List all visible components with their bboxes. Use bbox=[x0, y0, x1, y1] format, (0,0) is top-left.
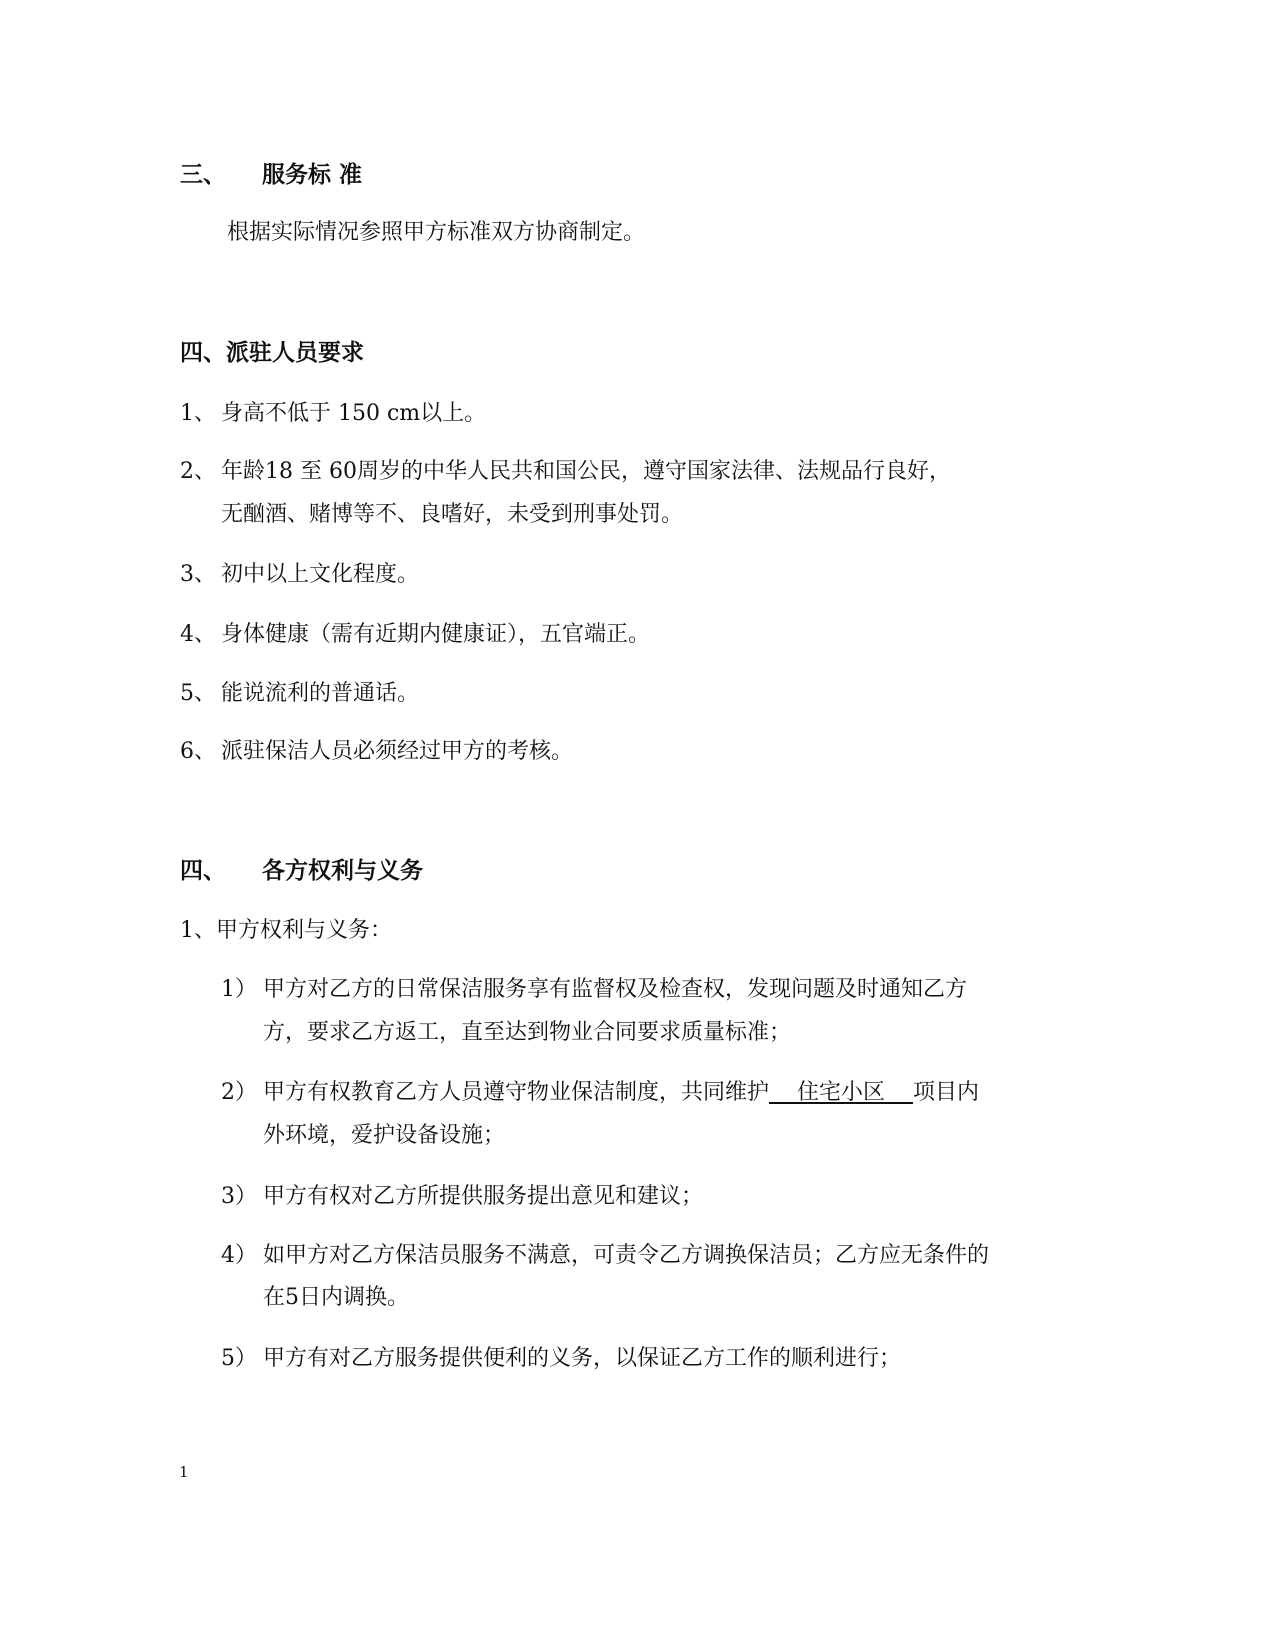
list-item-text: 初中以上文化程度。 bbox=[221, 562, 420, 587]
section3-body: 根据实际情况参照甲方标准双方协商制定。 bbox=[227, 220, 646, 245]
clause-text-cont: 在5日内调换。 bbox=[263, 1285, 409, 1310]
section4-title: 四、派驻人员要求 bbox=[180, 340, 364, 366]
clause-text: 如甲方对乙方保洁员服务不满意，可责令乙方调换保洁员；乙方应无条件的 bbox=[263, 1243, 990, 1268]
list-item-text: 身体健康（需有近期内健康证），五官端正。 bbox=[221, 622, 651, 647]
list-item-text-cont: 无酗酒、赌博等不、良嗜好，未受到刑事处罚。 bbox=[221, 502, 684, 527]
fill-in-blank: 住宅小区 bbox=[769, 1080, 913, 1105]
clause-number: 4） bbox=[221, 1243, 257, 1268]
clause-number: 1） bbox=[221, 977, 257, 1002]
clause-number: 2） bbox=[221, 1080, 257, 1105]
list-item-number: 6、 bbox=[180, 739, 216, 764]
clause-text-cont: 方，要求乙方返工，直至达到物业合同要求质量标准； bbox=[263, 1020, 792, 1045]
list-item-text: 年龄18 至 60周岁的中华人民共和国公民，遵守国家法律、法规品行良好， bbox=[221, 459, 951, 484]
list-item-number: 4、 bbox=[180, 622, 216, 647]
clause-text-pre: 甲方有权教育乙方人员遵守物业保洁制度，共同维护 bbox=[263, 1080, 770, 1105]
section5-number: 四、 bbox=[180, 858, 226, 884]
list-item-number: 3、 bbox=[180, 562, 216, 587]
clause-text: 甲方对乙方的日常保洁服务享有监督权及检查权，发现问题及时通知乙方 bbox=[263, 977, 968, 1002]
clause-text-post: 项目内 bbox=[912, 1080, 979, 1105]
clause-text: 甲方有权对乙方所提供服务提出意见和建议； bbox=[263, 1184, 704, 1209]
list-item-number: 5、 bbox=[180, 681, 216, 706]
clause-number: 3） bbox=[221, 1184, 257, 1209]
section3-title: 服务标 准 bbox=[262, 162, 363, 188]
clause-text: 甲方有对乙方服务提供便利的义务，以保证乙方工作的顺利进行； bbox=[263, 1346, 902, 1371]
page-number: 1 bbox=[179, 1463, 189, 1481]
list-item-text: 身高不低于 150 cm以上。 bbox=[221, 401, 487, 426]
list-item-text: 能说流利的普通话。 bbox=[221, 681, 420, 706]
clause-text bbox=[263, 1075, 979, 1106]
section5-subheading: 1、甲方权利与义务： bbox=[180, 918, 392, 943]
section5-title: 各方权利与义务 bbox=[262, 858, 423, 884]
clause-number: 5） bbox=[221, 1346, 257, 1371]
list-item-number: 1、 bbox=[180, 401, 216, 426]
section3-number: 三、 bbox=[180, 162, 226, 188]
clause-text-cont: 外环境，爱护设备设施； bbox=[263, 1123, 506, 1148]
list-item-text: 派驻保洁人员必须经过甲方的考核。 bbox=[221, 739, 574, 764]
list-item-number: 2、 bbox=[180, 459, 216, 484]
